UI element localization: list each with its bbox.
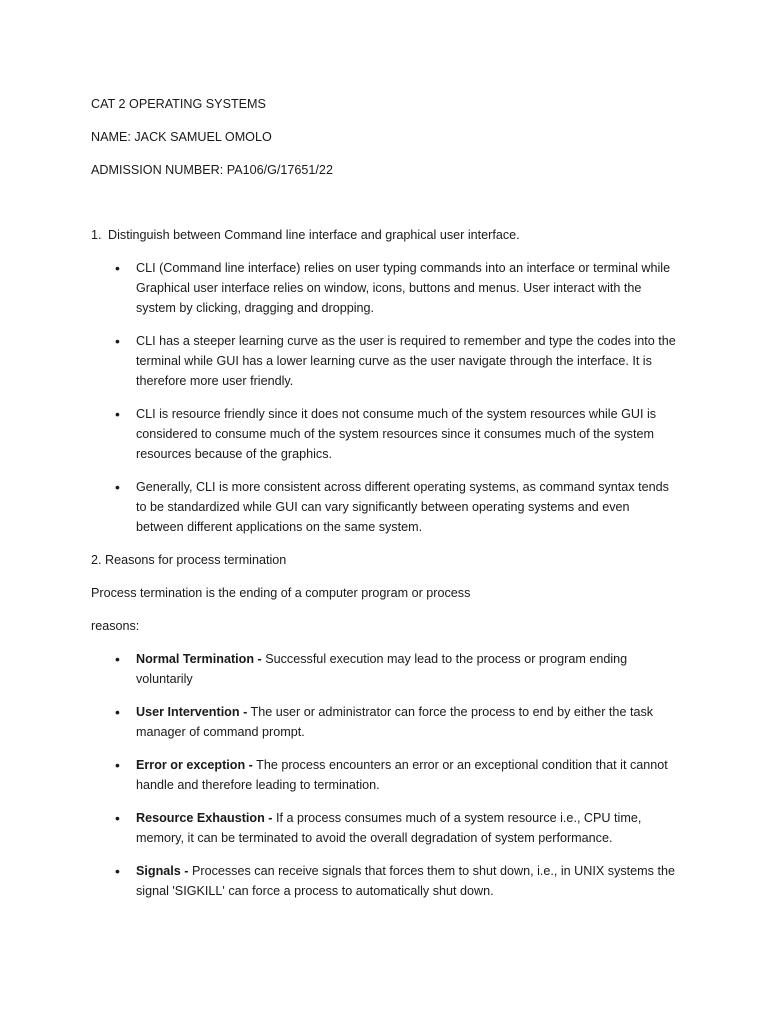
reasons-bullet-list xyxy=(91,649,688,901)
reason-term: Normal Termination - xyxy=(136,652,262,666)
bullet-icon: • xyxy=(115,333,120,349)
question-1-text: Distinguish between Command line interface and graphical user interface. xyxy=(108,228,520,242)
student-name: NAME: JACK SAMUEL OMOLO xyxy=(91,130,272,144)
list-item xyxy=(91,861,688,901)
question-1-heading xyxy=(91,225,688,245)
reason-text: The user or administrator can force the process to end by either the task manager of command prompt. xyxy=(136,705,654,739)
list-item-text: CLI has a steeper learning curve as the user is required to remember and type the codes into the terminal while GUI has a lower learning curve as the user navigate through the interface. It is therefore more user friendly. xyxy=(136,334,676,388)
list-item-text: CLI (Command line interface) relies on user typing commands into an interface or terminal while Graphical user interface relies on window, icons, buttons and menus. User interact with the system by clicking, dragging and dropping. xyxy=(136,261,671,315)
bullet-icon: • xyxy=(115,704,120,720)
reason-term: Signals - xyxy=(136,864,189,878)
reason-text: If a process consumes much of a system resource i.e., CPU time, memory, it can be terminated to avoid the overall degradation of system performance. xyxy=(136,811,642,845)
list-item xyxy=(91,649,688,689)
bullet-icon: • xyxy=(115,757,120,773)
bullet-icon: • xyxy=(115,863,120,879)
reason-text: Successful execution may lead to the process or program ending voluntarily xyxy=(136,652,628,686)
list-item xyxy=(91,331,688,391)
question-1-number: 1. xyxy=(91,228,102,242)
question-1-bullet-list xyxy=(91,258,688,537)
termination-definition: Process termination is the ending of a computer program or process xyxy=(91,586,471,600)
bullet-icon: • xyxy=(115,260,120,276)
list-item xyxy=(91,258,688,318)
admission-number: ADMISSION NUMBER: PA106/G/17651/22 xyxy=(91,163,333,177)
reason-text: Processes can receive signals that forces them to shut down, i.e., in UNIX systems the signal 'SIGKILL' can force a process to automatically shut down. xyxy=(136,864,675,898)
reason-term: Error or exception - xyxy=(136,758,253,772)
bullet-icon: • xyxy=(115,810,120,826)
list-item xyxy=(91,702,688,742)
document-title: CAT 2 OPERATING SYSTEMS xyxy=(91,97,266,111)
reason-term: Resource Exhaustion - xyxy=(136,811,273,825)
list-item-text: Generally, CLI is more consistent across different operating systems, as command syntax tends to be standardized while GUI can vary significantly between operating systems and even between different applications on the same system. xyxy=(136,480,669,534)
bullet-icon: • xyxy=(115,651,120,667)
bullet-icon: • xyxy=(115,406,120,422)
list-item xyxy=(91,808,688,848)
list-item xyxy=(91,477,688,537)
list-item xyxy=(91,755,688,795)
list-item-text: CLI is resource friendly since it does not consume much of the system resources while GUI is considered to consume much of the system resources since it consumes much of the system resources because of the graphics. xyxy=(136,407,657,461)
bullet-icon: • xyxy=(115,479,120,495)
reason-text: The process encounters an error or an exceptional condition that it cannot handle and therefore leading to termination. xyxy=(136,758,668,792)
question-2-heading: 2. Reasons for process termination xyxy=(91,553,287,567)
reason-term: User Intervention - xyxy=(136,705,248,719)
list-item xyxy=(91,404,688,464)
reasons-label: reasons: xyxy=(91,619,140,633)
